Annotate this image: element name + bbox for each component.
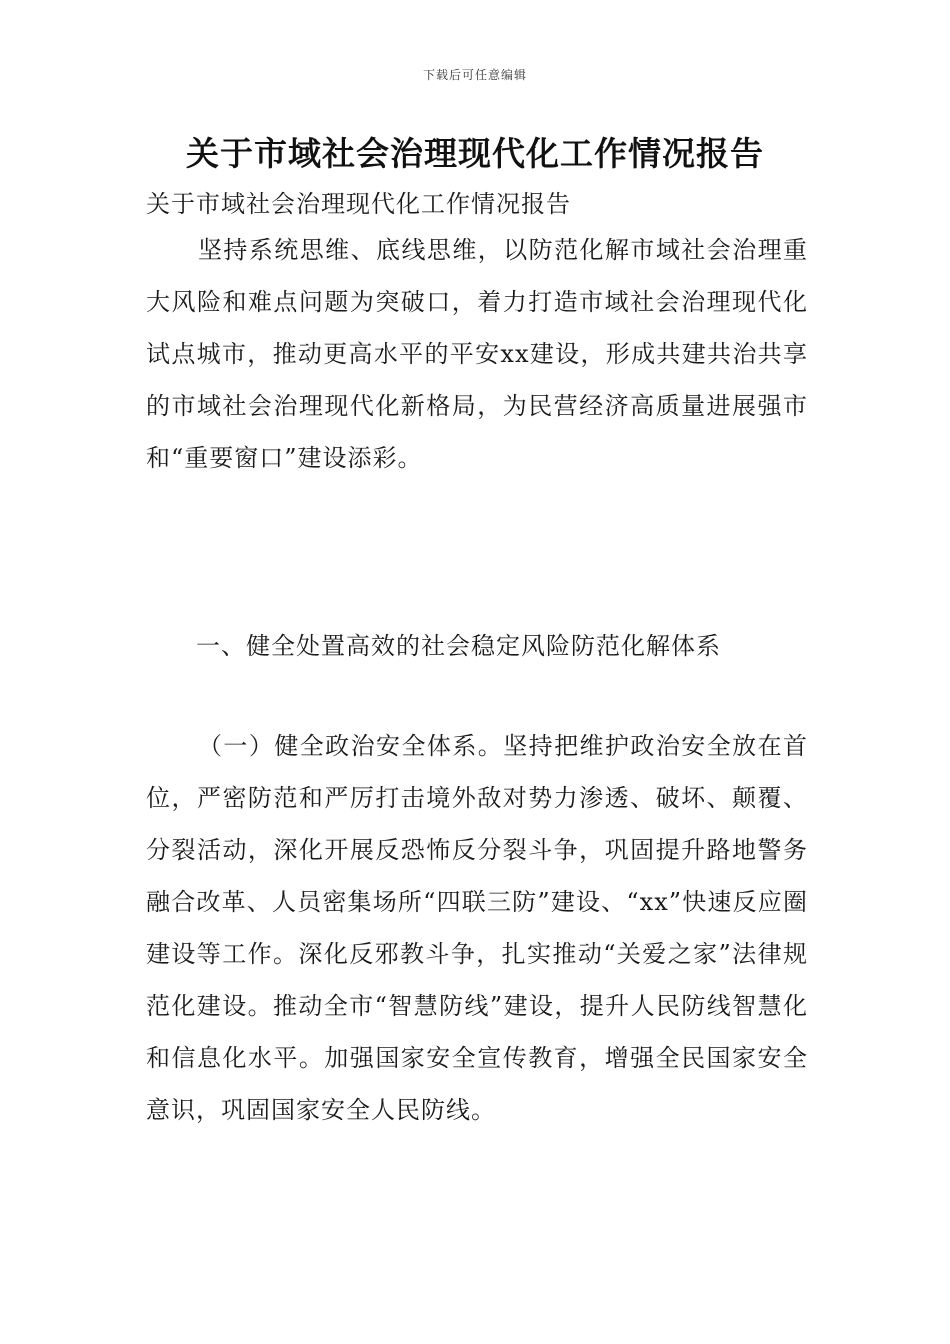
watermark-text: 下载后可任意编辑 bbox=[422, 68, 527, 82]
section-heading: 一、健全处置高效的社会稳定风险防范化解体系 bbox=[196, 632, 721, 660]
document-title: 关于市域社会治理现代化工作情况报告 bbox=[186, 134, 764, 173]
intro-paragraph: 坚持系统思维、底线思维，以防范化解市域社会治理重大风险和难点问题为突破口，着力打造市域社会治理现代化试点城市，推动更高水平的平安xx建设，形成共建共治共享的市域社会治理现代化新格局，为民营经济高质量进展强市和“重要窗口”建设添彩。 bbox=[146, 236, 808, 472]
document-subtitle: 关于市域社会治理现代化工作情况报告 bbox=[146, 190, 571, 218]
section-paragraph: （一）健全政治安全体系。坚持把维护政治安全放在首位，严密防范和严厉打击境外敌对势力渗透、破坏、颠覆、分裂活动，深化开展反恐怖反分裂斗争，巩固提升路地警务融合改革、人员密集场所“四联三防”建设、“xx”快速反应圈建设等工作。深化反邪教斗争，扎实推动“关爱之家”法律规范化建设。推动全市“智慧防线”建设，提升人民防线智慧化和信息化水平。加强国家安全宣传教育，增强全民国家安全意识，巩固国家安全人民防线。 bbox=[146, 732, 808, 1124]
